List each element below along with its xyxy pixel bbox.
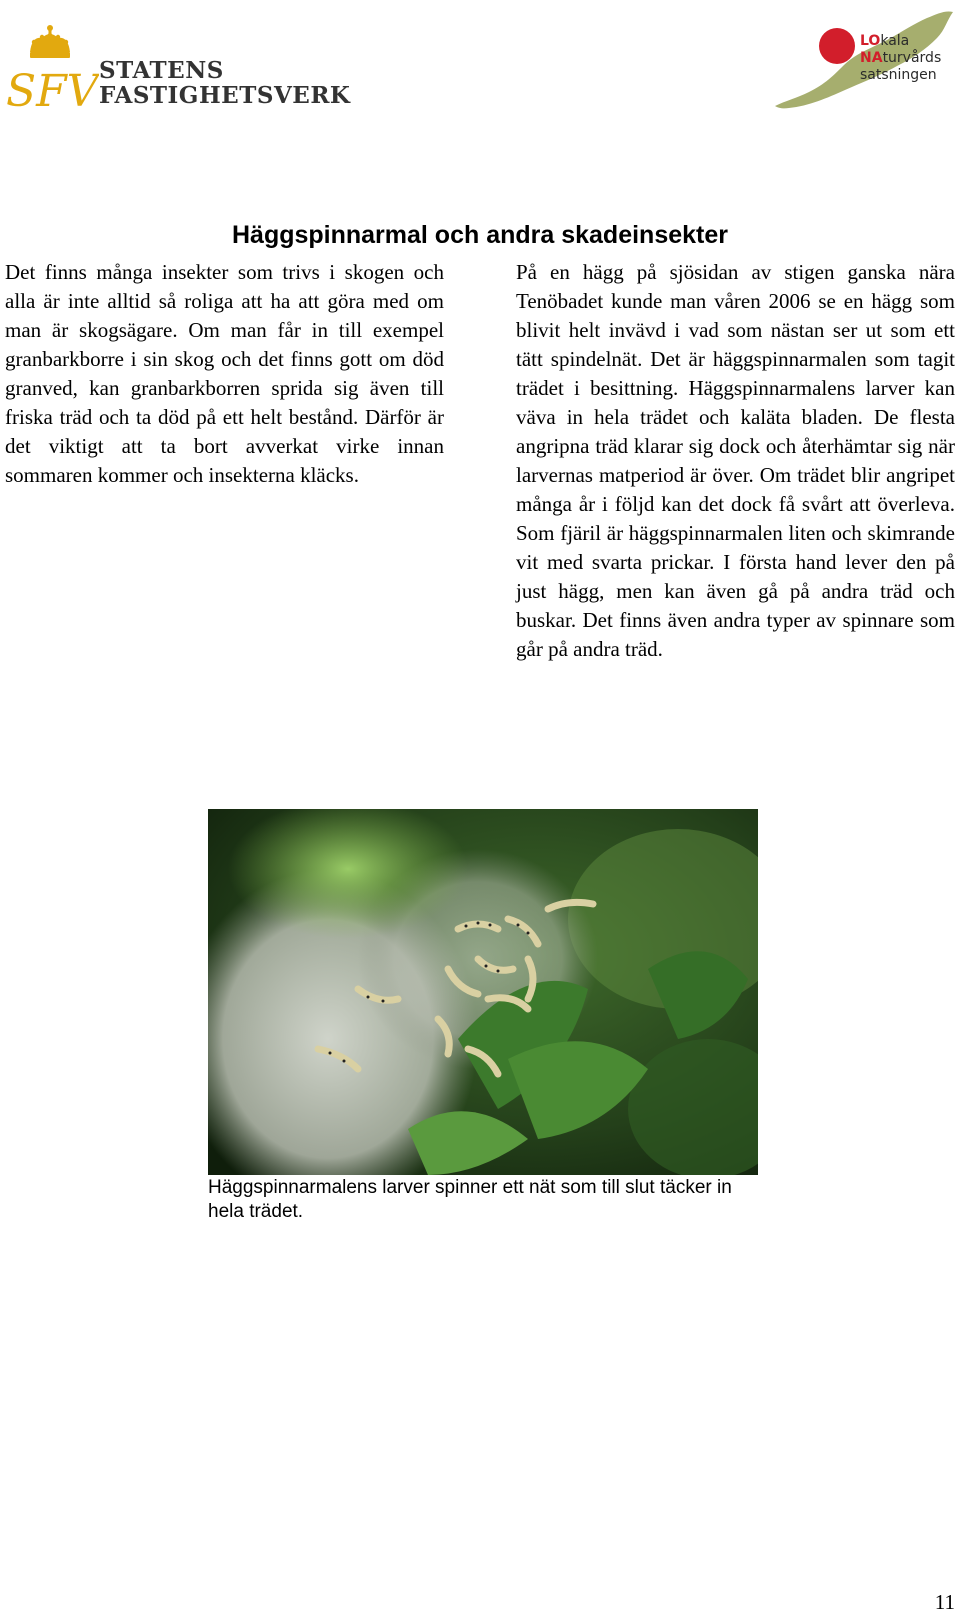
lokala-naturvardssatsningen-logo xyxy=(775,6,960,118)
sfv-monogram: SFV xyxy=(6,66,99,114)
caterpillar-web-photo xyxy=(208,809,758,1175)
statens-fastighetsverk-logo xyxy=(4,22,364,114)
sfv-wordmark xyxy=(99,58,350,108)
page-number: 11 xyxy=(934,1590,955,1614)
sfv-crown-monogram-icon xyxy=(4,22,99,114)
sfv-wordmark-line2: FASTIGHETSVERK xyxy=(99,82,351,109)
right-column-text: På en hägg på sjösidan av stigen ganska nära Tenöbadet kunde man våren 2006 se en hägg som blivit helt invävd i vad som nästan ser ut som ett tätt spindelnät. Det är häggspinnarmalen som tagit trädet i besittning. Häggspinnarmalens larver kan väva in hela trädet och kaläta bladen. De flesta angripna träd klarar sig dock och återhämtar sig när larvernas matperiod är över. Om trädet blir angripet många år i följd kan det dock få svårt att överleva. Som fjäril är häggspinnarmalen liten och skimrande vit med svarta prickar. I första hand lever den på just hägg, men kan även gå på andra träd och buskar. Det finns även andra typer av spinnare som går på andra träd. xyxy=(516,260,955,661)
article-title: Häggspinnarmal och andra skadeinsekter xyxy=(231,221,728,249)
lona-wordmark: LOkala NAturvårds satsningen xyxy=(860,33,942,83)
figure-caption: Häggspinnarmalens larver spinner ett nät som till slut täcker in hela trädet. xyxy=(208,1177,732,1222)
left-column-text: Det finns många insekter som trivs i skogen och alla är inte alltid så roliga att ha att göra med om man är skogsägare. Om man får in till exempel granbarkborre i sin skog och det finns gott om död granved, kan granbarkborren sprida sig även till friska träd och ta död på ett helt bestånd. Därför är det viktigt att ta bort avverkat virke innan sommaren kommer och insekterna kläcks. xyxy=(5,260,444,487)
sfv-wordmark-line1: STATENS xyxy=(99,57,224,84)
